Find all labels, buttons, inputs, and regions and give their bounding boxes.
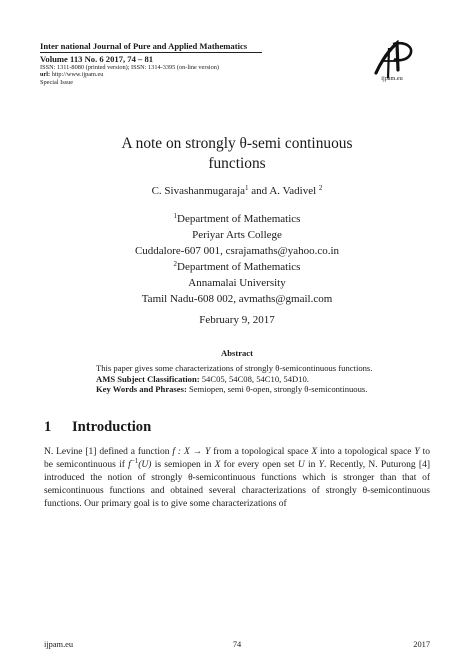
affil-2-dept [30,259,444,275]
affil-2-address: Tamil Nadu-608 002, avmaths@gmail.com [141,293,333,305]
author-joiner: and A. Vadivel [248,185,319,197]
keywords-value: Semiopen, semi θ-open, strongly θ-semicontinuous. [186,384,368,395]
math-Y: Y [414,447,420,457]
author-1-sup: 1 [245,184,249,192]
math-X: X [311,447,318,457]
page-number: 74 [232,640,242,649]
footer-year: 2017 [413,640,430,649]
page-footer [44,640,430,652]
url-label: url: [40,71,51,79]
keywords [84,384,390,395]
intro-text-4: to be semicontinuous if [44,447,430,471]
abstract-heading: Abstract [221,348,253,358]
affil-2-dept-text: Department of Mathematics [177,261,301,273]
author-1: C. Sivashanmugaraja [151,185,246,197]
intro-text-6: for every open set [220,460,298,471]
affiliations [30,211,444,307]
paper-title-line2: functions [208,155,266,172]
ams-label: AMS Subject Classification: [96,373,200,384]
abstract-text: This paper gives some characterizations of strongly θ-semicontinuous functions. [96,363,373,373]
affil-1-dept-text: Department of Mathematics [177,213,301,225]
math-X-2: X [214,460,221,471]
journal-issue: Special Issue [40,78,74,86]
affil-2-sup: 2 [173,260,178,268]
intro-text-1: N. Levine [1] defined a function [44,447,173,457]
intro-text-3: into a topological space [317,447,415,457]
journal-header [40,41,360,86]
intro-text-5: is semiopen in [151,460,215,471]
intro-text-7: in [304,460,319,471]
ams-classification [84,374,390,385]
paper-title-line1: A note on strongly θ-semi continuous [121,135,353,152]
math-inverse-sup: −1 [130,457,139,466]
keywords-label: Key Words and Phrases: [96,384,187,395]
math-f: f [128,460,131,471]
intro-text-2: from a topological space [210,447,312,457]
journal-volume: Volume 113 No. 6 2017, 74 – 81 [40,53,154,64]
section-heading [44,418,151,436]
abstract-body [84,363,390,395]
journal-issn: ISSN: 1311-8080 (printed version); ISSN: 1314-3395 (on-line version) [40,63,220,71]
paper-date: February 9, 2017 [199,314,275,326]
affil-1-college: Periyar Arts College [192,229,282,241]
author-2-sup: 2 [318,184,323,192]
journal-url [40,71,360,79]
footer-site: ijpam.eu [44,640,74,649]
url-value[interactable]: http://www.ijpam.eu [51,71,104,79]
header-rule [40,52,262,53]
math-Y-2: Y [318,460,324,471]
section-number: 1 [44,419,52,435]
ams-value: 54C05, 54C08, 54C10, 54D10. [199,373,309,384]
intro-text-8: . Recently, N. Puturong [4] introduced the notion of strongly θ-semicontinuous functions which is stronger than that of semicontinuous functions and obtained several characterizations of strongly θ-semicontinuous functions. Our primary goal is to give some characterizations of [44,460,431,510]
math-function: f : X → Y [172,447,211,457]
paper-title [30,134,444,174]
introduction-paragraph [44,446,430,511]
authors [30,184,444,198]
math-U-2: U [297,460,305,471]
affil-1-dept [30,211,444,227]
affil-1-address: Cuddalore-607 001, csrajamaths@yahoo.co.in [134,245,340,257]
affil-2-university: Annamalai University [188,277,286,289]
math-U: (U) [138,460,152,471]
logo-caption: ijpam.eu [381,75,403,82]
section-title: Introduction [72,419,152,435]
journal-title: Inter national Journal of Pure and Applied Mathematics [40,41,248,51]
affil-1-sup: 1 [173,212,178,220]
